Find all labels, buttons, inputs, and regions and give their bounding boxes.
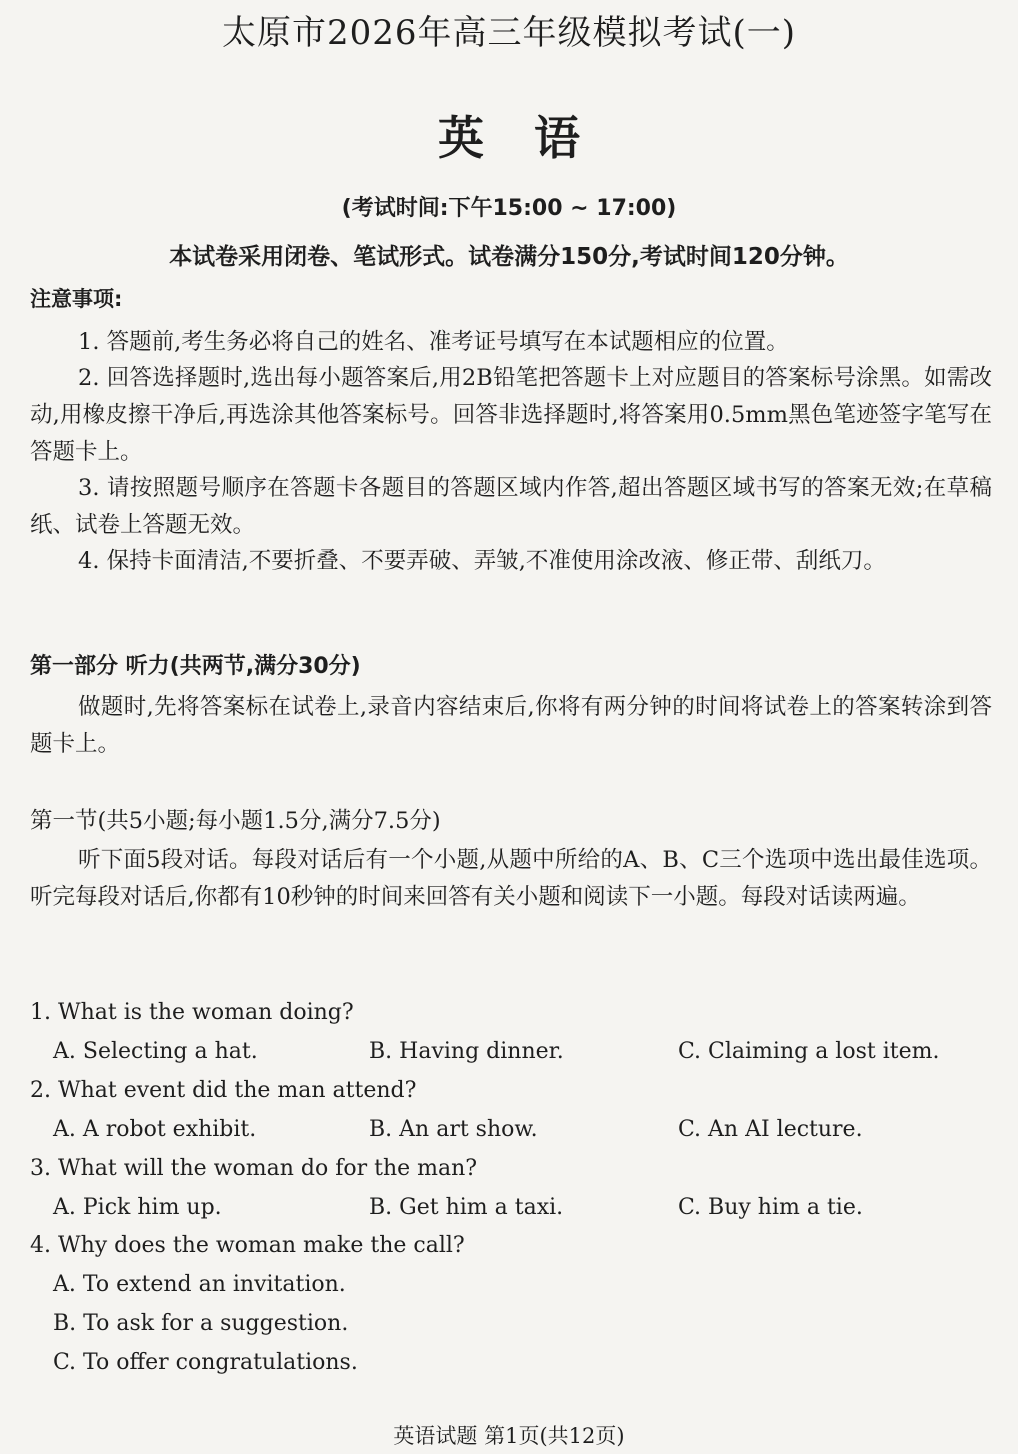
question-2-option-c: C. An AI lecture. [678,1117,863,1142]
question-2-option-b: B. An art show. [369,1117,538,1142]
question-4-option-a: A. To extend an invitation. [53,1272,346,1297]
note-item-1: 1. 答题前,考生务必将自己的姓名、准考证号填写在本试题相应的位置。 [78,329,789,355]
question-1-option-c: C. Claiming a lost item. [678,1039,940,1064]
part1-instruction: 做题时,先将答案标在试卷上,录音内容结束后,你将有两分钟的时间将试卷上的答案转涂到答题卡上。 [30,694,992,757]
question-3-option-c: C. Buy him a tie. [678,1195,863,1220]
section1-instruction: 听下面5段对话。每段对话后有一个小题,从题中所给的A、B、C三个选项中选出最佳选项。听完每段对话后,你都有10秒钟的时间来回答有关小题和阅读下一小题。每段对话读两遍。 [30,847,992,910]
note-item-3: 3. 请按照题号顺序在答题卡各题目的答题区域内作答,超出答题区域书写的答案无效;在草稿纸、试卷上答题无效。 [30,475,992,538]
exam-title: 太原市2026年高三年级模拟考试(一) [221,13,797,53]
question-2-option-a: A. A robot exhibit. [53,1117,257,1142]
question-3-option-b: B. Get him a taxi. [369,1195,564,1220]
subject-title: 英语 [438,111,630,165]
notes-heading: 注意事项: [30,287,123,311]
question-4-stem: 4. Why does the woman make the call? [30,1233,465,1258]
question-4-option-b: B. To ask for a suggestion. [53,1311,349,1336]
question-2-stem: 2. What event did the man attend? [30,1078,417,1103]
exam-time: (考试时间:下午15:00 ~ 17:00) [341,196,677,221]
question-1-stem: 1. What is the woman doing? [30,1000,354,1025]
part1-heading: 第一部分 听力(共两节,满分30分) [30,654,361,679]
question-4-option-c: C. To offer congratulations. [53,1350,358,1375]
question-1-option-a: A. Selecting a hat. [53,1039,258,1064]
page-footer: 英语试题 第1页(共12页) [393,1424,625,1448]
note-item-4: 4. 保持卡面清洁,不要折叠、不要弄破、弄皱,不准使用涂改液、修正带、刮纸刀。 [78,548,886,574]
question-3-stem: 3. What will the woman do for the man? [30,1156,478,1181]
note-item-2: 2. 回答选择题时,选出每小题答案后,用2B铅笔把答题卡上对应题目的答案标号涂黑。如需改动,用橡皮擦干净后,再选涂其他答案标号。回答非选择题时,将答案用0.5mm黑色笔迹签字笔写在答题卡上。 [30,365,992,465]
section1-heading: 第一节(共5小题;每小题1.5分,满分7.5分) [30,808,441,834]
question-1-option-b: B. Having dinner. [369,1039,564,1064]
question-3-option-a: A. Pick him up. [53,1195,222,1220]
format-note: 本试卷采用闭卷、笔试形式。试卷满分150分,考试时间120分钟。 [169,244,849,270]
